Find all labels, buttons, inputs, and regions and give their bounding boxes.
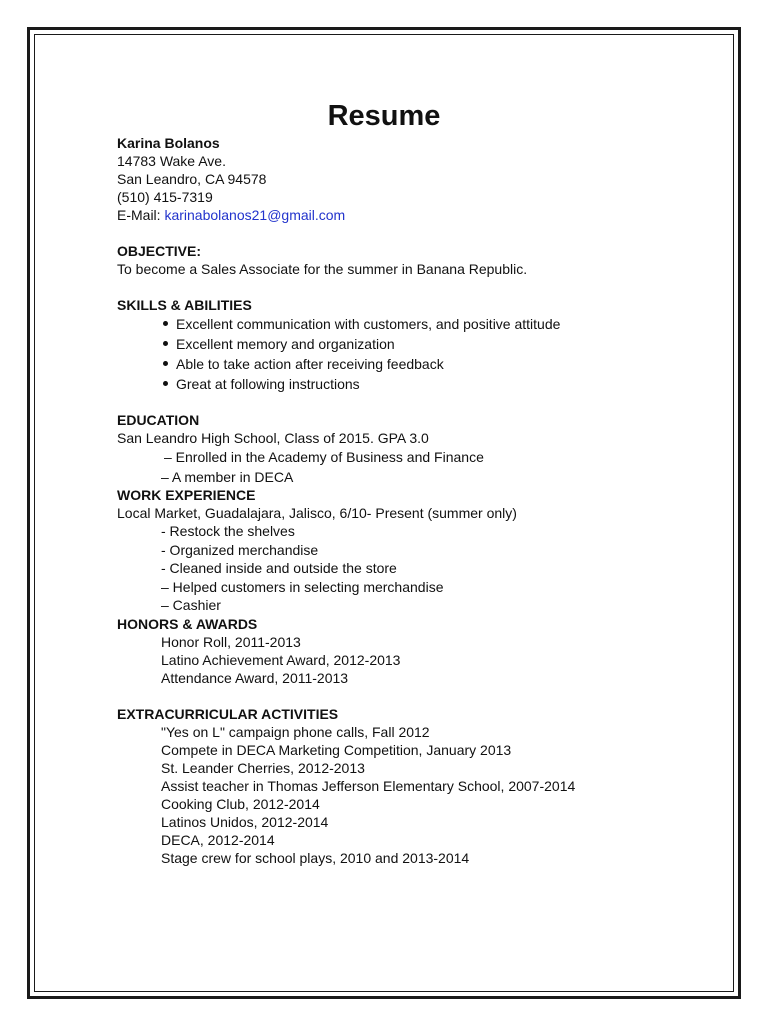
contact-city: San Leandro, CA 94578 xyxy=(117,171,267,187)
extracurricular-section xyxy=(117,705,717,867)
contact-block xyxy=(117,134,717,224)
contact-street: 14783 Wake Ave. xyxy=(117,153,226,169)
contact-phone: (510) 415-7319 xyxy=(117,189,213,205)
list-item: – A member in DECA xyxy=(161,469,294,485)
work-section xyxy=(117,486,717,615)
skills-list xyxy=(117,314,717,394)
list-item: - Restock the shelves xyxy=(161,523,295,539)
list-item: Excellent communication with customers, and positive attitude xyxy=(117,314,717,334)
list-item: Great at following instructions xyxy=(117,374,717,394)
list-item: Able to take action after receiving feedback xyxy=(117,354,717,374)
objective-text: To become a Sales Associate for the summer in Banana Republic. xyxy=(117,261,528,277)
education-section xyxy=(117,411,717,486)
list-item: – Cashier xyxy=(161,597,221,613)
bullet-icon xyxy=(163,341,168,346)
list-item: – Enrolled in the Academy of Business and Finance xyxy=(164,449,484,465)
education-school: San Leandro High School, Class of 2015. GPA 3.0 xyxy=(117,430,429,446)
list-item: – Helped customers in selecting merchandise xyxy=(161,578,444,595)
list-item: - Organized merchandise xyxy=(161,541,319,558)
list-item: Latinos Unidos, 2012-2014 xyxy=(161,813,329,830)
list-item: Honor Roll, 2011-2013 xyxy=(161,633,301,650)
honors-section xyxy=(117,615,717,687)
bullet-icon xyxy=(163,381,168,386)
skills-section xyxy=(117,296,717,394)
work-place: Local Market, Guadalajara, Jalisco, 6/10- Present (summer only) xyxy=(117,505,517,521)
contact-email-line xyxy=(117,206,717,224)
extracurricular-heading: EXTRACURRICULAR ACTIVITIES xyxy=(117,705,339,722)
work-heading: WORK EXPERIENCE xyxy=(117,487,256,503)
bullet-icon xyxy=(163,361,168,366)
list-item: Latino Achievement Award, 2012-2013 xyxy=(161,651,401,668)
honors-heading: HONORS & AWARDS xyxy=(117,615,258,632)
list-item: - Cleaned inside and outside the store xyxy=(161,560,397,576)
bullet-icon xyxy=(163,321,168,326)
list-item: Attendance Award, 2011-2013 xyxy=(161,669,349,686)
objective-section xyxy=(117,242,717,278)
email-label: E-Mail: xyxy=(117,207,165,223)
list-item: "Yes on L" campaign phone calls, Fall 2012 xyxy=(161,723,430,740)
list-item: Compete in DECA Marketing Competition, January 2013 xyxy=(161,741,512,758)
list-item: Assist teacher in Thomas Jefferson Elementary School, 2007-2014 xyxy=(161,777,576,794)
page-title: Resume xyxy=(327,100,441,132)
objective-heading: OBJECTIVE: xyxy=(117,243,202,259)
list-item: DECA, 2012-2014 xyxy=(161,831,275,848)
list-item: Stage crew for school plays, 2010 and 2013-2014 xyxy=(161,849,470,866)
list-item: Excellent memory and organization xyxy=(117,334,717,354)
skills-heading: SKILLS & ABILITIES xyxy=(117,297,252,313)
email-link[interactable]: karinabolanos21@gmail.com xyxy=(164,207,346,223)
education-heading: EDUCATION xyxy=(117,412,200,428)
list-item: St. Leander Cherries, 2012-2013 xyxy=(161,759,365,776)
contact-name: Karina Bolanos xyxy=(117,135,220,151)
resume-content xyxy=(117,96,717,867)
list-item: Cooking Club, 2012-2014 xyxy=(161,795,320,812)
